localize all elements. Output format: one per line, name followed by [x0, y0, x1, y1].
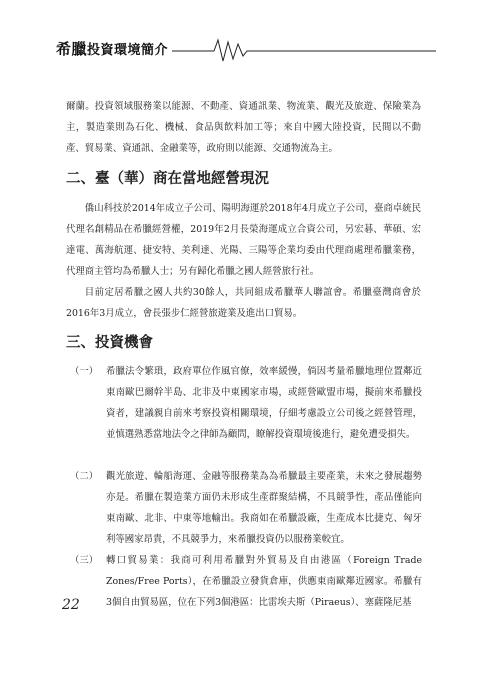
section3-heading: 三、投資機會 — [66, 334, 153, 351]
intro-paragraph: 爾蘭。投資領域服務業以能源、不動產、資通訊業、物流業、觀光及旅遊、保險業為主，製造業則為石化、機械、食品與飲料加工等；來自中國大陸投資，民間以不動產、貿易業、資通訊、金融業等，政府則以能源、交通物流為主。 — [66, 101, 421, 154]
list-item-text: 轉口貿易業：我商可利用希臘對外貿易及自由港區（Foreign Trade Zones/Free Ports），在希臘設立發貨倉庫，供應東南歐鄰近國家。希臘有3個自由貿易區，位在下列3個港區：比雷埃夫斯（Piraeus）、塞薩隆尼基 — [106, 555, 422, 608]
running-header — [56, 34, 436, 64]
section2-paragraph-1: 僑山科技於2014年成立子公司、陽明海運於2018年4月成立子公司，臺商卓統民代理名創精品在希臘經營權，2019年2月長榮海運成立合資公司，另宏碁、華碩、宏達電、萬海航運、捷安特、美利達、光陽、三陽等企業均委由代理商處理希臘業務，代理商主管均為希臘人士；另有歸化希臘之國人經營旅行社。 — [66, 203, 421, 277]
header-title — [56, 38, 172, 59]
page-number: 22 — [62, 597, 80, 613]
section2-paragraph-2: 目前定居希臘之國人共約30餘人，共同組成希臘華人聯誼會。希臘臺灣商會於2016年3月成立，會長張步仁經營旅遊業及進出口貿易。 — [66, 287, 421, 319]
list-item-text: 觀光旅遊、輪船海運、金融等服務業為為希臘最主要產業，未來之發展趨勢亦是。希臘在製造業方面仍未形成生產群聚結構，不具競爭性，產品僅能向東南歐、北非、中東等地輸出。我商如在希臘設廠，生產成本比捷克、匈牙利等國家昂貴，不具競爭力，來希臘投資仍以服務業較宜。 — [106, 471, 422, 545]
list-item-1 — [70, 361, 422, 445]
list-item-number: （一） — [70, 366, 99, 377]
list-item-number: （三） — [70, 555, 99, 566]
list-item-3 — [70, 550, 422, 613]
list-item-2 — [70, 466, 422, 550]
list-item-text: 希臘法令繁瑣，政府單位作風官僚，效率緩慢，倘因考量希臘地理位置鄰近東南歐巴爾幹半島、北非及中東國家市場，或經營歐盟市場，擬前來希臘投資者，建議親自前來考察投資相關環境，仔細考慮設立公司後之經營管理，並慎選熟悉當地法令之律師為顧問，瞭解投資環境後進行，避免遭受損失。 — [106, 366, 422, 440]
list-item-number: （二） — [70, 471, 99, 482]
header-title-main: 希臘 — [56, 40, 88, 58]
section2-heading: 二、臺（華）商在當地經營現況 — [66, 170, 269, 187]
header-title-sub: 投資環境簡介 — [87, 43, 169, 58]
